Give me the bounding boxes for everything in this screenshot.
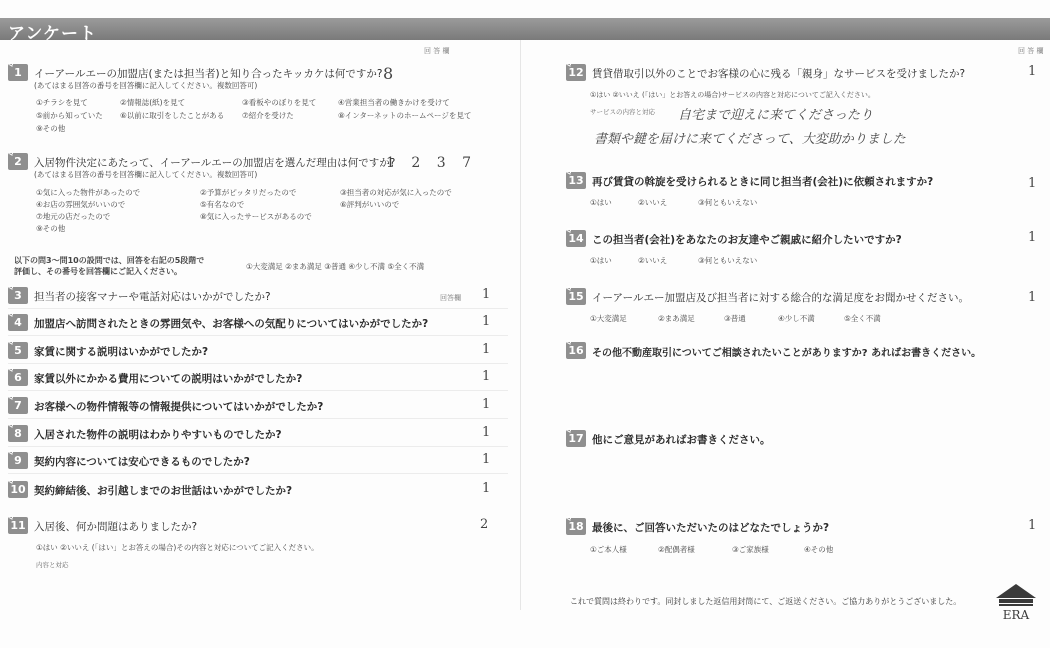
question-3 (8, 287, 513, 307)
q12-options: ①はい ②いいえ (「はい」とお答えの場合)サービスの内容と対応についてご記入ください。 (590, 91, 875, 99)
question-5-answer[interactable]: 1 (482, 342, 491, 357)
q1-option-1: ①チラシを見て (36, 98, 88, 107)
question-12-answer[interactable]: 1 (1028, 64, 1037, 79)
answer-column-label-right: 回 答 欄 (1018, 47, 1044, 55)
q15-option-2: ②まあ満足 (658, 314, 695, 323)
question-number-15: Q 15 (566, 288, 586, 305)
q18-option-3: ③ご家族様 (732, 545, 769, 554)
q11-options: ①はい ②いいえ (「はい」とお答えの場合)その内容と対応についてご記入ください。 (36, 543, 319, 552)
q1-option-5: ⑤前から知っていた (36, 111, 103, 120)
q1-option-4: ④営業担当者の働きかけを受けて (338, 98, 450, 107)
question-11-answer[interactable]: 2 (480, 517, 489, 532)
question-4 (8, 314, 513, 334)
q2-option-3: ③担当者の対応が気に入ったので (340, 188, 452, 197)
question-number-14: Q 14 (566, 230, 586, 247)
q18-option-4: ④その他 (804, 545, 834, 554)
question-5 (8, 342, 513, 362)
question-8 (8, 425, 513, 445)
question-9 (8, 452, 513, 472)
question-16 (566, 342, 1046, 422)
question-7-answer[interactable]: 1 (482, 397, 491, 412)
era-logo (994, 582, 1038, 622)
question-18 (566, 518, 1046, 558)
question-number-1: Q 1 (8, 64, 28, 81)
q1-option-2: ②情報誌(紙)を見て (120, 98, 186, 107)
header-banner (0, 18, 1050, 44)
question-15-answer[interactable]: 1 (1028, 290, 1037, 305)
question-4-answer[interactable]: 1 (482, 314, 491, 329)
row-separator (8, 308, 508, 309)
scale-note-line-2: 評価し、その番号を回答欄にご記入ください。 (14, 267, 182, 276)
q12-handwriting-line-1: 自宅まで迎えに来てくださったり (678, 108, 874, 123)
q1-option-7: ⑦紹介を受けた (242, 111, 294, 120)
question-12-text: 賃貸借取引以外のことでお客様の心に残る「親身」なサービスを受けましたか? (592, 68, 966, 80)
question-13-answer[interactable]: 1 (1028, 176, 1037, 191)
row-separator (8, 363, 508, 364)
question-2-text: 入居物件決定にあたって、イーアールエーの加盟店を選んだ理由は何ですか? (34, 157, 396, 169)
q13-option-2: ②いいえ (638, 198, 668, 207)
footer-message: これで質問は終わりです。同封しました返信用封筒にて、ご返送ください。ご協力ありがとうございました。 (570, 597, 962, 606)
q15-option-1: ①大変満足 (590, 314, 627, 323)
q15-option-5: ⑤全く不満 (844, 314, 881, 323)
q3-answer-label: 回答欄 (440, 294, 461, 302)
question-10-answer[interactable]: 1 (482, 481, 491, 496)
question-15 (566, 288, 1046, 328)
q15-option-4: ④少し不満 (778, 314, 815, 323)
q1-option-9: ⑨その他 (36, 124, 66, 133)
q14-option-1: ①はい (590, 256, 612, 265)
question-3-text: 担当者の接客マナーや電話対応はいかがでしたか? (34, 291, 271, 303)
question-number-12: Q 12 (566, 64, 586, 81)
question-number-13: Q 13 (566, 172, 586, 189)
question-15-text: イーアールエー加盟店及び担当者に対する総合的な満足度をお聞かせください。 (592, 292, 969, 304)
question-number-16: Q 16 (566, 342, 586, 359)
answer-column-label: 回 答 欄 (424, 47, 450, 55)
question-18-answer[interactable]: 1 (1028, 518, 1037, 533)
question-17-text: 他にご意見があればお書きください。 (592, 434, 771, 446)
question-number-11: Q 11 (8, 517, 28, 534)
q2-option-8: ⑧気に入ったサービスがあるので (200, 212, 312, 221)
q13-option-1: ①はい (590, 198, 612, 207)
era-logo-text: ERA (1002, 608, 1030, 622)
question-1-subtext: (あてはまる回答の番号を回答欄に記入してください。複数回答可) (34, 81, 258, 90)
q12-content-label: サービスの内容と対応 (590, 108, 655, 116)
page-title: アンケート (8, 24, 97, 44)
q1-option-8: ⑧インターネットのホームページを見て (338, 111, 472, 120)
question-14-answer[interactable]: 1 (1028, 230, 1037, 245)
row-separator (8, 335, 508, 336)
house-logo-icon (994, 582, 1038, 622)
question-18-text: 最後に、ご回答いただいたのはどなたでしょうか? (592, 522, 830, 534)
row-separator (8, 418, 508, 419)
question-number-8: Q 8 (8, 425, 28, 442)
question-11-text: 入居後、何か問題はありましたか? (34, 521, 198, 533)
question-14-text: この担当者(会社)をあなたのお友達やご親戚に紹介したいですか? (592, 234, 902, 246)
question-10-text: 契約締結後、お引越しまでのお世話はいかがでしたか? (34, 485, 293, 497)
question-12 (566, 64, 1046, 154)
q2-option-1: ①気に入った物件があったので (36, 188, 141, 197)
q18-option-2: ②配偶者様 (658, 545, 695, 554)
q1-option-6: ⑥以前に取引をしたことがある (120, 111, 225, 120)
q1-option-3: ③看板やのぼりを見て (242, 98, 317, 107)
q13-option-3: ③何ともいえない (698, 198, 758, 207)
q2-option-5: ⑤有名なので (200, 200, 245, 209)
q2-option-9: ⑨その他 (36, 224, 66, 233)
question-number-18: Q 18 (566, 518, 586, 535)
page-divider (520, 40, 521, 610)
q12-handwriting-line-2: 書類や鍵を届けに来てくださって、大変助かりました (594, 132, 906, 147)
q11-content-label: 内容と対応 (36, 561, 69, 569)
question-8-answer[interactable]: 1 (482, 425, 491, 440)
question-17 (566, 430, 1046, 510)
q2-option-6: ⑥評判がいいので (340, 200, 400, 209)
scale-instructions (14, 255, 514, 281)
q2-option-2: ②予算がピッタリだったので (200, 188, 297, 197)
q18-option-1: ①ご本人様 (590, 545, 627, 554)
scale-options: ①大変満足 ②まあ満足 ③普通 ④少し不満 ⑤全く不満 (246, 262, 425, 271)
row-separator (8, 390, 508, 391)
right-column (524, 40, 1050, 640)
row-separator (8, 446, 508, 447)
question-2 (8, 153, 513, 233)
question-1-answer[interactable]: 8 (383, 64, 394, 83)
question-number-7: Q 7 (8, 397, 28, 414)
q14-option-2: ②いいえ (638, 256, 668, 265)
q2-option-7: ⑦地元の店だったので (36, 212, 111, 221)
question-7-text: お客様への物件情報等の情報提供についてはいかがでしたか? (34, 401, 324, 413)
question-number-3: Q 3 (8, 287, 28, 304)
question-16-text: その他不動産取引についてご相談されたいことがありますか? あればお書きください。 (592, 348, 982, 359)
q15-option-3: ③普通 (724, 314, 746, 323)
row-separator (8, 473, 508, 474)
question-9-answer[interactable]: 1 (482, 452, 491, 467)
question-13 (566, 172, 1046, 212)
question-10 (8, 481, 513, 501)
question-number-6: Q 6 (8, 369, 28, 386)
question-number-5: Q 5 (8, 342, 28, 359)
question-9-text: 契約内容については安心できるものでしたか? (34, 456, 250, 468)
question-1 (8, 64, 513, 139)
question-5-text: 家賃に関する説明はいかがでしたか? (34, 346, 209, 358)
question-6-answer[interactable]: 1 (482, 369, 491, 384)
question-1-text: イーアールエーの加盟店(または担当者)と知り合ったキッカケは何ですか? (34, 68, 383, 80)
question-2-subtext: (あてはまる回答の番号を回答欄に記入してください。複数回答可) (34, 170, 258, 179)
question-3-answer[interactable]: 1 (482, 287, 491, 302)
question-number-2: Q 2 (8, 153, 28, 170)
question-11 (8, 517, 513, 577)
question-4-text: 加盟店へ訪問されたときの雰囲気や、お客様への気配りについてはいかがでしたか? (34, 318, 429, 330)
question-13-text: 再び賃貸の斡旋を受けられるときに同じ担当者(会社)に依頼されますか? (592, 176, 934, 188)
question-8-text: 入居された物件の説明はわかりやすいものでしたか? (34, 429, 282, 441)
question-7 (8, 397, 513, 417)
q2-option-4: ④お店の雰囲気がいいので (36, 200, 126, 209)
question-14 (566, 230, 1046, 270)
question-number-17: Q 17 (566, 430, 586, 447)
q14-option-3: ③何ともいえない (698, 256, 758, 265)
scale-note-line-1: 以下の問3〜問10の設問では、回答を右記の5段階で (14, 256, 205, 265)
question-number-4: Q 4 (8, 314, 28, 331)
question-number-10: Q 10 (8, 481, 28, 498)
question-6 (8, 369, 513, 389)
question-2-answer[interactable]: 1 2 3 7 (386, 155, 477, 171)
question-number-9: Q 9 (8, 452, 28, 469)
left-column (0, 40, 520, 640)
question-6-text: 家賃以外にかかる費用についての説明はいかがでしたか? (34, 373, 303, 385)
